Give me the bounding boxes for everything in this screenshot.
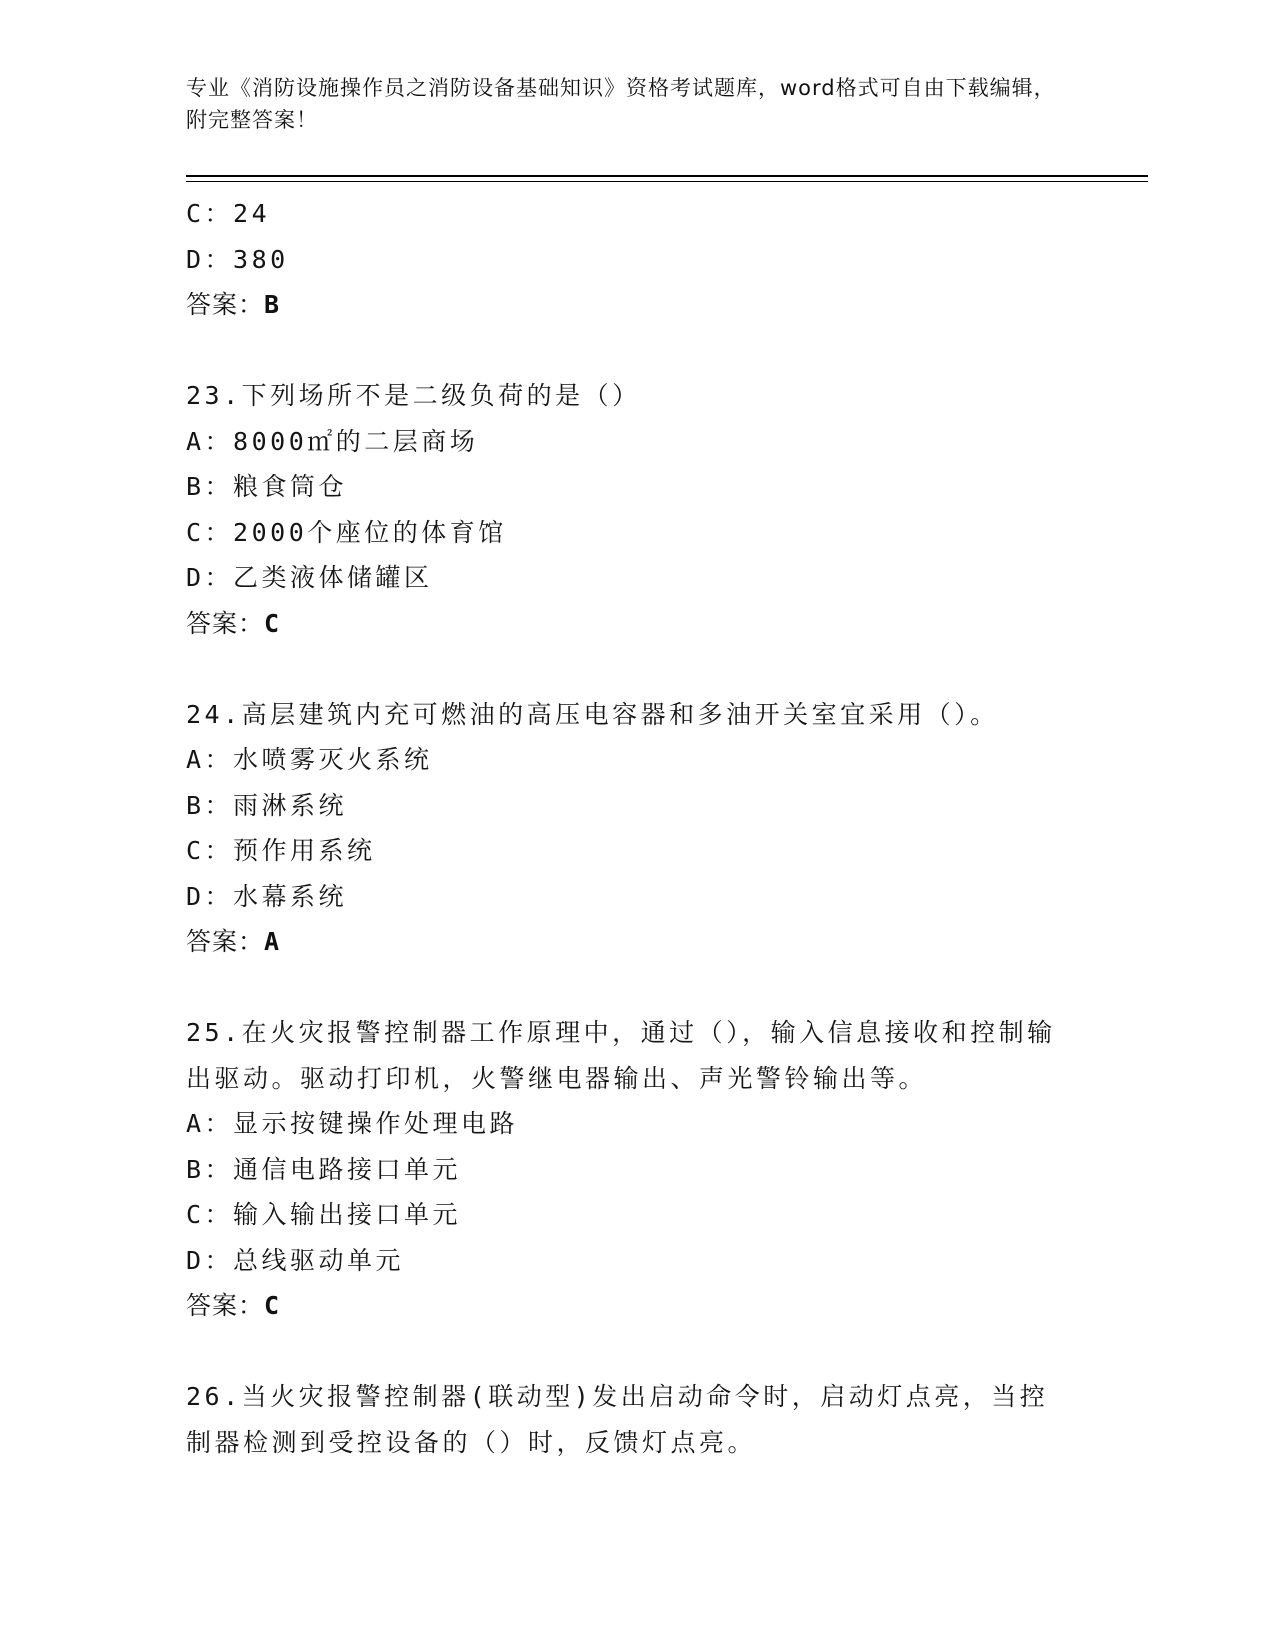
question-stem: 24.高层建筑内充可燃油的高压电容器和多油开关室宜采用（）。 (186, 699, 999, 729)
answer-line (186, 282, 1076, 328)
spacer (186, 1329, 1076, 1375)
option-d: D：水幕系统 (186, 881, 348, 911)
answer-label: 答案： (186, 608, 265, 638)
answer-value: C (264, 1291, 281, 1320)
question-23 (186, 373, 1076, 646)
question-content (186, 191, 1076, 1465)
option-c: C：2000个座位的体育馆 (186, 517, 507, 547)
answer-value: C (264, 608, 281, 638)
header-divider-thin (186, 181, 1148, 182)
option-a: A：水喷雾灭火系统 (186, 745, 433, 774)
answer-label: 答案： (186, 1291, 265, 1320)
option-b: B：通信电路接口单元 (186, 1154, 462, 1184)
answer-line (186, 601, 1076, 647)
document-header: 专业《消防设施操作员之消防设备基础知识》资格考试题库，word格式可自由下载编辑，附完整答案！ (186, 76, 1056, 132)
answer-label: 答案： (186, 927, 265, 956)
option-d: D：总线驱动单元 (186, 1245, 405, 1275)
option-d: D：380 (186, 244, 289, 274)
spacer (186, 646, 1076, 692)
option-c: C：24 (186, 199, 271, 228)
option-b: B：雨淋系统 (186, 790, 348, 820)
option-d: D：乙类液体储罐区 (186, 563, 433, 592)
answer-value: A (264, 927, 281, 956)
question-26 (186, 1374, 1076, 1465)
answer-line (186, 1283, 1076, 1329)
prev-question-block (186, 191, 1076, 328)
answer-value: B (264, 290, 281, 319)
option-b: B：粮食筒仓 (186, 472, 348, 501)
option-c: C：预作用系统 (186, 836, 376, 865)
question-stem: 26.当火灾报警控制器(联动型)发出启动命令时，启动灯点亮，当控制器检测到受控设备的（）时，反馈灯点亮。 (186, 1382, 1049, 1457)
answer-line (186, 919, 1076, 965)
spacer (186, 965, 1076, 1011)
option-a: A：显示按键操作处理电路 (186, 1109, 519, 1138)
question-stem: 25.在火灾报警控制器工作原理中，通过（），输入信息接收和控制输出驱动。驱动打印机，火警继电器输出、声光警铃输出等。 (186, 1018, 1056, 1093)
answer-label: 答案： (186, 290, 265, 319)
header-divider-thick (186, 175, 1148, 177)
question-stem: 23.下列场所不是二级负荷的是（） (186, 381, 641, 410)
option-c: C：输入输出接口单元 (186, 1200, 462, 1229)
question-25 (186, 1010, 1076, 1329)
question-24 (186, 692, 1076, 965)
spacer (186, 328, 1076, 374)
option-a: A：8000㎡的二层商场 (186, 426, 479, 456)
